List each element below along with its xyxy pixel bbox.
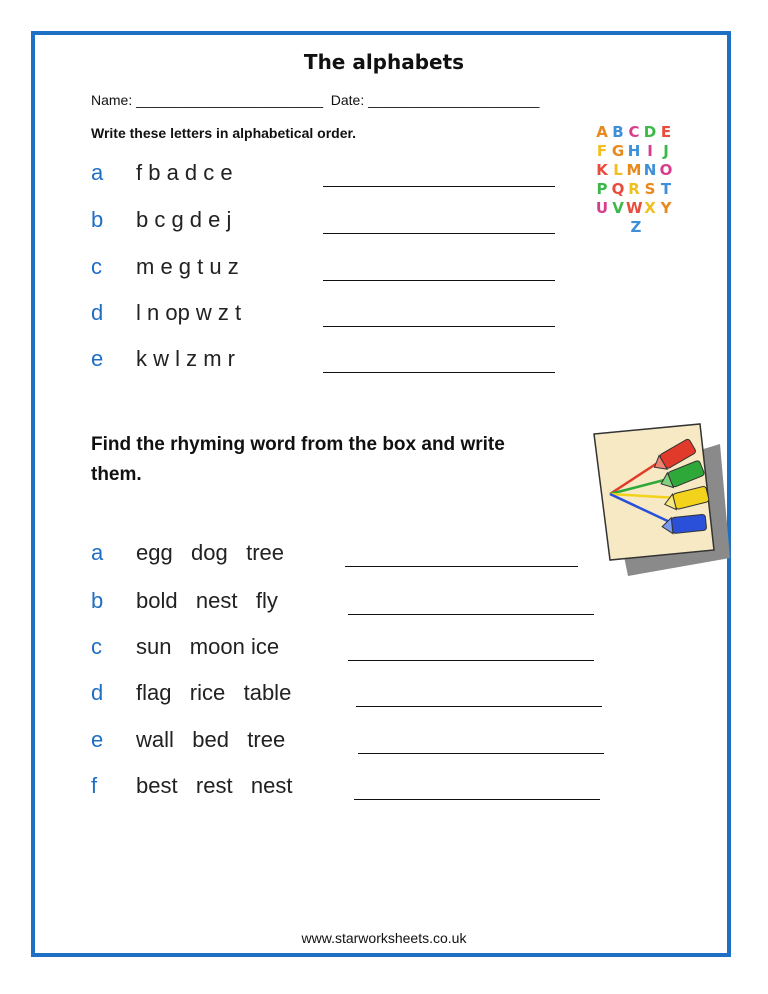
answer-line[interactable] bbox=[323, 326, 555, 327]
alphabet-clipart-letter: Q bbox=[611, 180, 625, 198]
alphabet-clipart-letter: F bbox=[596, 142, 608, 160]
item-letter: c bbox=[91, 254, 102, 279]
section1-instruction: Write these letters in alphabetical order. bbox=[91, 125, 357, 141]
alphabet-clipart-letter: E bbox=[660, 123, 672, 141]
item-letter: e bbox=[91, 346, 104, 371]
alphabet-clipart-letter: B bbox=[612, 123, 624, 141]
item-words: sun moon ice bbox=[136, 634, 280, 659]
answer-line[interactable] bbox=[323, 186, 555, 187]
item-words: wall bed tree bbox=[136, 727, 286, 752]
item-letters: f b a d c e bbox=[136, 160, 233, 185]
alphabet-clipart-letter: U bbox=[595, 199, 609, 217]
alphabet-clipart-letter: A bbox=[596, 123, 608, 141]
item-letter: e bbox=[91, 727, 104, 752]
alphabet-clipart-letter: P bbox=[596, 180, 608, 198]
alphabet-clipart-letter: C bbox=[628, 123, 640, 141]
answer-line[interactable] bbox=[348, 614, 594, 615]
answer-line[interactable] bbox=[358, 753, 604, 754]
alphabet-clipart-letter: Z bbox=[630, 218, 642, 236]
alphabet-clipart-letter: X bbox=[644, 199, 656, 217]
crayons-paper-icon bbox=[590, 420, 730, 580]
item-letters: k w l z m r bbox=[136, 346, 235, 371]
item-words: egg dog tree bbox=[136, 540, 284, 565]
item-words: best rest nest bbox=[136, 773, 293, 798]
alphabet-clipart-letter: T bbox=[660, 180, 672, 198]
item-letter: a bbox=[91, 160, 104, 185]
item-letter: d bbox=[91, 300, 104, 325]
answer-line[interactable] bbox=[356, 706, 602, 707]
section2-instruction: Find the rhyming word from the box and write them. bbox=[91, 434, 505, 485]
alphabet-clipart-letter: L bbox=[613, 161, 623, 179]
item-letter: b bbox=[91, 588, 104, 613]
answer-line[interactable] bbox=[345, 566, 578, 567]
item-letter: f bbox=[91, 773, 98, 798]
item-words: flag rice table bbox=[136, 680, 292, 705]
item-letters: b c g d e j bbox=[136, 207, 232, 232]
alphabet-clipart-letter: D bbox=[643, 123, 657, 141]
alphabet-clipart-letter: M bbox=[626, 161, 642, 179]
alphabet-clipart-letter: G bbox=[611, 142, 625, 160]
alphabet-clipart-letter: Y bbox=[660, 199, 672, 217]
alphabet-clipart-letter: J bbox=[663, 142, 669, 160]
footer-url: www.starworksheets.co.uk bbox=[301, 930, 467, 946]
page-title: The alphabets bbox=[303, 50, 465, 74]
alphabet-clipart-letter: H bbox=[627, 142, 641, 160]
alphabet-clipart-letter: V bbox=[612, 199, 624, 217]
alphabet-clipart-letter: N bbox=[643, 161, 657, 179]
item-letters: m e g t u z bbox=[136, 254, 239, 279]
alphabet-clipart-letter: K bbox=[596, 161, 608, 179]
answer-line[interactable] bbox=[323, 372, 555, 373]
item-letter: c bbox=[91, 634, 102, 659]
answer-line[interactable] bbox=[323, 280, 555, 281]
alphabet-clipart-letter: R bbox=[628, 180, 640, 198]
item-letters: l n op w z t bbox=[136, 300, 242, 325]
name-date-row: Name: ________________________ Date: ______________________ bbox=[91, 92, 540, 108]
alphabet-clipart-letter: W bbox=[626, 199, 643, 217]
alphabet-clipart-letter: S bbox=[644, 180, 656, 198]
item-letter: b bbox=[91, 207, 104, 232]
answer-line[interactable] bbox=[323, 233, 555, 234]
item-letter: a bbox=[91, 540, 104, 565]
answer-line[interactable] bbox=[354, 799, 600, 800]
alphabet-letters-icon bbox=[594, 122, 680, 236]
alphabet-clipart-letter: I bbox=[647, 142, 653, 160]
alphabet-clipart-letter: O bbox=[659, 161, 673, 179]
item-words: bold nest fly bbox=[136, 588, 278, 613]
item-letter: d bbox=[91, 680, 104, 705]
answer-line[interactable] bbox=[348, 660, 594, 661]
